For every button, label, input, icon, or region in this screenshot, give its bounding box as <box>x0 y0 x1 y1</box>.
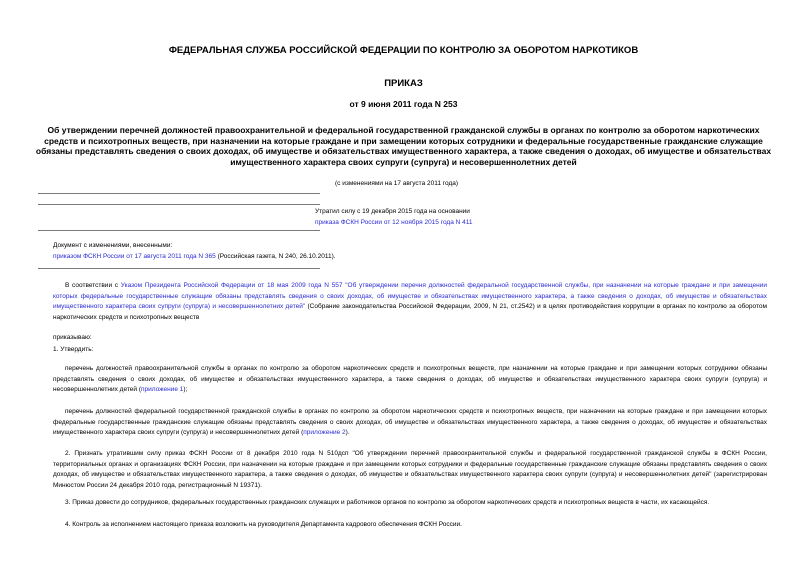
document-type: ПРИКАЗ <box>384 78 423 89</box>
item2-text: 2. Признать утратившим силу приказ ФСКН России от 8 декабря 2010 года N 510дсп "Об утверждении перечней правоохранительной службы и федеральной государственной гражданской службы в ФСКН России, территориальных органах и организациях ФСКН России, при назначении на которые граждане и при замещении которых сотрудники и федеральные государственные гражданские служащие обязаны представлять сведения о своих доходах, об имуществе и обязательствах имущественного характера, а также сведения о доходах, об имуществе и обязательствах имущественного характера своих супруги (супруга) и несовершеннолетних детей" (зарегистрирован Минюстом России 24 декабря 2010 года, регистрационный N 19371). <box>53 450 767 490</box>
divider-line <box>38 230 320 231</box>
appendix-2-link[interactable]: приложение 2 <box>303 429 346 437</box>
amendment-source: (Российская газета, N 240, 26.10.2011). <box>215 253 336 260</box>
amendments-label: Документ с изменениями, внесенными: <box>53 242 173 249</box>
list1-text: перечень должностей правоохранительной службы в органах по контролю за оборотом наркотических средств и психотропных веществ, при назначении на которые граждане и при замещении которых сотрудники обязаны представлять сведения о своих доходах, об имуществе и обязательствах имущественного характера, а также сведения о доходах, об имуществе и обязательствах имущественного характера своих супруги (супруга) и несовершеннолетних детей ( <box>53 365 767 394</box>
item-4 <box>53 520 767 531</box>
intro-post: (Собрание законодательства Российской Федерации, 2009, N 21, ст.2542) и в целях противодействия коррупции в органах по контролю за оборотом наркотических средств и психотропных веществ <box>53 303 767 322</box>
decree-link[interactable]: Указом Президента Российской Федерации от 18 мая 2009 года N 557 "Об утверждении перечня должностей федеральной государственной службы, при назначении на которые граждане и при замещении которых федеральные государственные служащие обязаны представлять сведения о своих доходах, об имуществе и обязательствах имущественного характера, а также сведения о доходах, об имуществе и обязательствах имущественного характера своих супруги (супруга) и несовершеннолетних детей" <box>53 282 767 311</box>
divider-line <box>38 193 320 194</box>
lost-force-text: Утратил силу с 19 декабря 2015 года на основании <box>315 208 470 215</box>
item-3 <box>53 498 767 509</box>
amendments-line <box>53 253 336 260</box>
lost-force-link[interactable]: приказа ФСКН России от 12 ноября 2015 года N 411 <box>315 219 473 226</box>
list1-end: ); <box>183 386 188 394</box>
intro-pre: В соответствии с <box>65 282 121 289</box>
divider-line <box>38 268 320 269</box>
amendment-link[interactable]: приказом ФСКН России от 17 августа 2011 года N 365 <box>53 253 216 260</box>
list2-text: перечень должностей федеральной государственной гражданской службы в органах по контролю за оборотом наркотических средств и психотропных веществ, при назначении на которые граждане и при замещении которых федеральные государственные гражданские служащие обязаны представлять сведения о своих доходах, об имуществе и обязательствах имущественного характера, а также сведения о доходах, об имуществе и обязательствах имущественного характера своих супруги (супруга) и несовершеннолетних детей ( <box>53 408 767 437</box>
list-item-2 <box>53 407 767 439</box>
document-title: Об утверждении перечней должностей правоохранительной и федеральной государственной гражданской службы в органах по контролю за оборотом наркотических средств и психотропных веществ, при назначении на которые граждане и при замещении которых сотрудники и федеральные государственные гражданские служащие обязаны представлять сведения о своих доходах, об имуществе и обязательствах имущественного характера, а также сведения о доходах, об имуществе и обязательствах имущественного характера своих супруги (супруга) и несовершеннолетних детей <box>35 125 772 167</box>
item-2 <box>53 449 767 492</box>
item4-text: 4. Контроль за исполнением настоящего приказа возложить на руководителя Департамента кадрового обеспечения ФСКН России. <box>65 521 462 528</box>
list-item-1 <box>53 364 767 396</box>
list2-end: ). <box>345 429 350 437</box>
orders-word: приказываю: <box>53 334 92 341</box>
divider-line <box>38 204 320 205</box>
document-date: от 9 июня 2011 года N 253 <box>349 99 458 109</box>
intro-paragraph <box>53 281 767 324</box>
item-1: 1. Утвердить: <box>53 346 94 353</box>
agency-name: ФЕДЕРАЛЬНАЯ СЛУЖБА РОССИЙСКОЙ ФЕДЕРАЦИИ ПО КОНТРОЛЮ ЗА ОБОРОТОМ НАРКОТИКОВ <box>168 45 639 56</box>
changes-note: (с изменениями на 17 августа 2011 года) <box>335 180 459 187</box>
appendix-1-link[interactable]: приложение 1 <box>141 386 184 394</box>
item3-text: 3. Приказ довести до сотрудников, федеральных государственных гражданских служащих и работников органов по контролю за оборотом наркотических средств и психотропных веществ в части, их касающейся. <box>65 499 710 506</box>
